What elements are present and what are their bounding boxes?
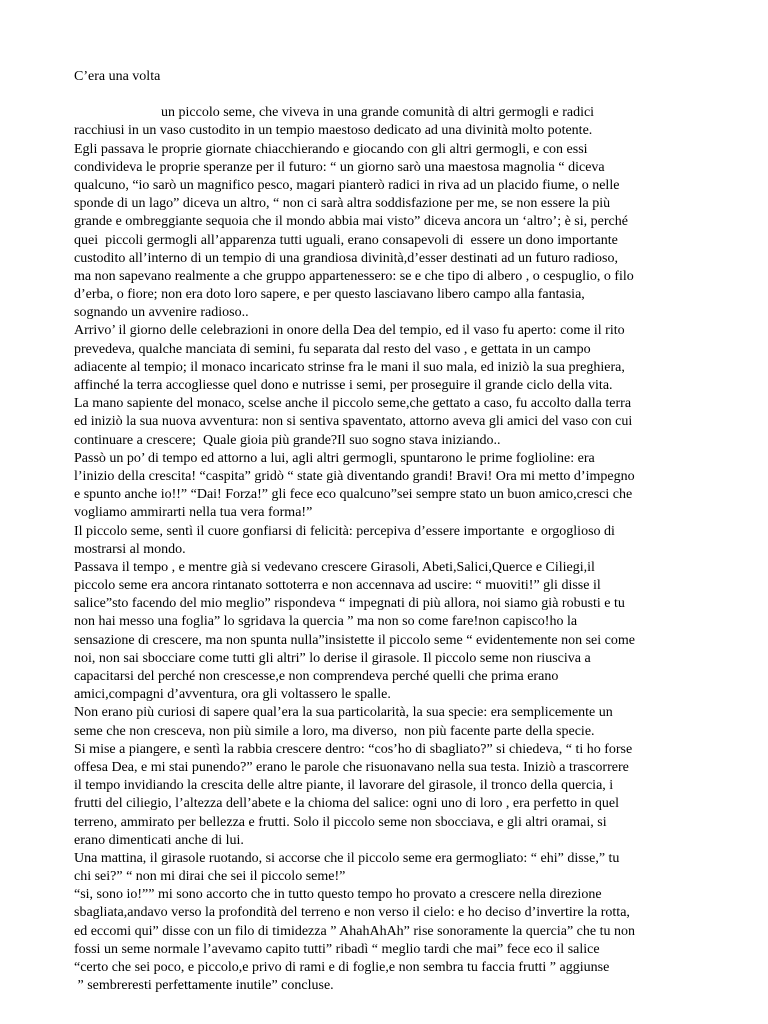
text-line: mostrarsi al mondo.	[74, 541, 186, 557]
text-line: capacitarsi del perché non crescesse,e non comprendeva perché quelli che prima erano	[74, 669, 559, 684]
text-line: offesa Dea, e mi stai punendo?” erano le parole che risuonavano nella sua testa. Iniziò a trascorrere	[74, 759, 629, 775]
text-line: quei piccoli germogli all’apparenza tutti uguali, erano consapevoli di essere un dono importante	[74, 232, 618, 248]
text-line: ed eccomi qui” disse con un filo di timidezza ” AhahAhAh” rise sonoramente la quercia” che tu non	[74, 923, 635, 939]
text-line: ” sembreresti perfettamente inutile” concluse.	[74, 978, 334, 994]
text-line: sognando un avvenire radioso..	[74, 305, 249, 321]
text-line: continuare a crescere; Quale gioia più grande?Il suo sogno stava iniziando..	[74, 432, 501, 448]
text-line: adiacente al tempio; il monaco incaricato strinse fra le mani il suo mala, ed iniziò la sua preghiera,	[74, 359, 625, 375]
text-line: terreno, ammirato per bellezza e frutti. Solo il piccolo seme non sbocciava, e gli altri oramai, si	[74, 814, 607, 830]
text-line: condivideva le proprie speranze per il futuro: “ un giorno sarò una maestosa magnolia “ diceva	[74, 159, 605, 175]
text-line: un piccolo seme, che viveva in una grande comunità di altri germogli e radici	[161, 105, 595, 121]
document-title: C’era una volta	[74, 69, 161, 84]
text-line: erano dimenticati anche di lui.	[74, 832, 244, 848]
text-line: salice”sto facendo del mio meglio” rispondeva “ impegnati di più allora, noi siamo già robusti e tu	[74, 596, 625, 612]
text-line: Passò un po’ di tempo ed attorno a lui, agli altri germogli, spuntarono le prime foglioline: era	[74, 450, 595, 466]
text-line: Passava il tempo , e mentre già si vedevano crescere Girasoli, Abeti,Salici,Querce e Ciliegi,il	[74, 559, 595, 575]
text-line: La mano sapiente del monaco, scelse anche il piccolo seme,che gettato a caso, fu accolto dalla terra	[74, 396, 632, 412]
text-line: affinché la terra accogliesse quel dono e nutrisse i semi, per proseguire il grande ciclo della vita.	[74, 378, 613, 393]
text-line: e spunto anche io!!” “Dai! Forza!” gli fece eco qualcuno”sei sempre stato un buon amico,cresci che	[74, 487, 633, 503]
text-line: l’inizio della crescita! “caspita” gridò “ state già diventando grandi! Bravi! Ora mi metto d’impegno	[74, 468, 635, 484]
text-line: noi, non sai sbocciare come tutti gli altri” lo derise il girasole. Il piccolo seme non riusciva a	[74, 650, 591, 666]
text-line: vogliamo ammirarti nella tua vera forma!”	[74, 505, 313, 521]
text-line: “certo che sei poco, e piccolo,e privo di rami e di foglie,e non sembra tu faccia frutti ” aggiunse	[74, 960, 610, 975]
text-line: Si mise a piangere, e sentì la rabbia crescere dentro: “cos’ho di sbagliato?” si chiedeva, “ ti ho forse	[74, 741, 633, 757]
text-line: racchiusi in un vaso custodito in un tempio maestoso dedicato ad una divinità molto potente.	[74, 123, 593, 139]
text-line: qualcuno, “io sarò un magnifico pesco, magari pianterò radici in riva ad un placido fiume, o nelle	[74, 177, 620, 193]
text-line: ed iniziò la sua nuova avventura: non si sentiva spaventato, attorno aveva gli amici del vaso con cui	[74, 414, 633, 430]
text-line: Non erano più curiosi di sapere qual’era la sua particolarità, la sua specie: era semplicemente un	[74, 705, 613, 721]
text-line: Una mattina, il girasole ruotando, si accorse che il piccolo seme era germogliato: “ ehi” disse,” tu	[74, 850, 620, 866]
text-line: custodito all’interno di un tempio di una grandiosa divinità,d’esser destinati ad un futuro radioso,	[74, 250, 618, 266]
text-line: non hai messo una foglia” lo sgridava la quercia ” ma non so come fare!non capisco!ho la	[74, 614, 578, 630]
text-line: sbagliata,andavo verso la profondità del terreno e non verso il cielo: e ho deciso d’invertire la rotta,	[74, 905, 630, 921]
text-line: “si, sono io!”” mi sono accorto che in tutto questo tempo ho provato a crescere nella direzione	[74, 887, 602, 903]
text-line: d’erba, o fiore; non era doto loro sapere, e per questo lasciavano libero campo alla fantasia,	[74, 287, 585, 303]
text-line: Il piccolo seme, sentì il cuore gonfiarsi di felicità: percepiva d’essere importante e orgoglioso di	[74, 523, 615, 539]
text-line: frutti del ciliegio, l’altezza dell’abete e la chioma del salice: ogni uno di loro , era perfetto in quel	[74, 796, 620, 812]
text-line: chi sei?” “ non mi dirai che sei il piccolo seme!”	[74, 869, 346, 885]
text-line: Egli passava le proprie giornate chiacchierando e giocando con gli altri germogli, e con essi	[74, 141, 588, 157]
text-line: Arrivo’ il giorno delle celebrazioni in onore della Dea del tempio, ed il vaso fu aperto: come il rito	[74, 323, 625, 339]
text-line: ma non sapevano realmente a che gruppo appartenessero: se e che tipo di albero , o cespuglio, o filo	[74, 268, 634, 284]
text-line: sponde di un lago” diceva un altro, “ non ci sarà altra soddisfazione per me, se non essere la più	[74, 196, 611, 212]
document-page	[74, 68, 704, 995]
document-body	[74, 104, 704, 995]
text-line: il tempo invidiando la crescita delle altre piante, il lavorare del girasole, il tronco della quercia, i	[74, 778, 614, 794]
text-line: piccolo seme era ancora rintanato sottoterra e non accennava ad uscire: “ muoviti!” gli disse il	[74, 578, 601, 594]
text-line: sensazione di crescere, ma non spunta nulla”insistette il piccolo seme “ evidentemente non sei come	[74, 632, 635, 648]
text-line: amici,compagni d’avventura, ora gli voltassero le spalle.	[74, 687, 391, 703]
text-line: grande e ombreggiante sequoia che il mondo abbia mai visto” diceva ancora un ‘altro’; è si, perché	[74, 214, 628, 230]
text-line: seme che non cresceva, non più simile a loro, ma diverso, non più facente parte della specie.	[74, 723, 595, 739]
text-line: prevedeva, qualche manciata di semini, fu separata dal resto del vaso , e gettata in un campo	[74, 341, 591, 357]
text-line: fossi un seme normale l’avevamo capito tutti” ribadì “ meglio tardi che mai” fece eco il salice	[74, 941, 600, 957]
